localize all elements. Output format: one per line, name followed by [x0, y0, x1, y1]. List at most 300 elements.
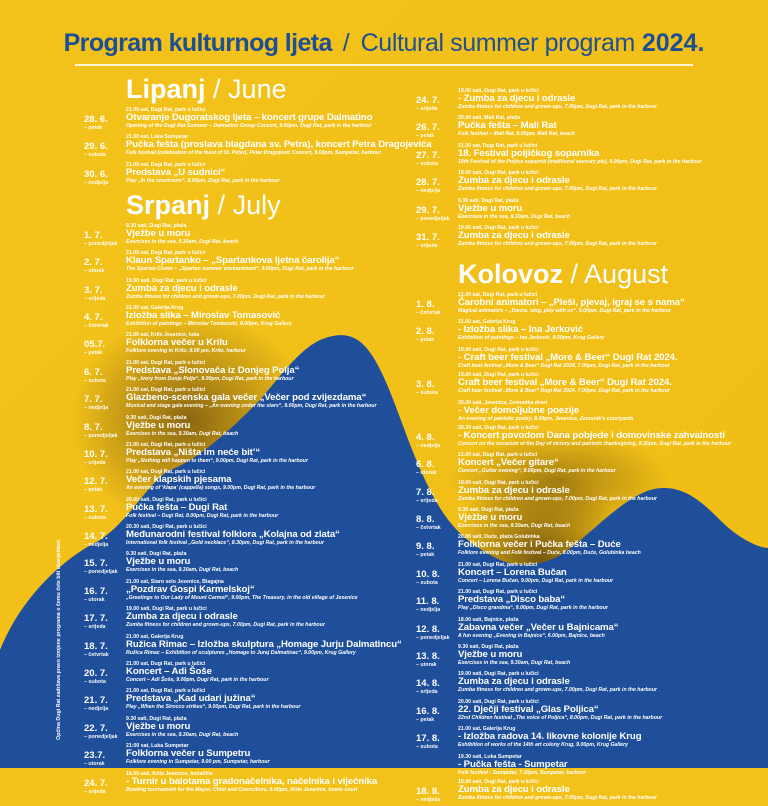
- event-date-block: [84, 634, 126, 658]
- event-details: [458, 507, 746, 531]
- event-weekday: – subota: [416, 744, 438, 751]
- event-date-block: [84, 497, 126, 521]
- event-date-block: [84, 524, 126, 548]
- event-details: [458, 726, 746, 750]
- event-date-block: [84, 688, 126, 712]
- event-date: 2. 8.: [416, 326, 435, 338]
- event-date: 17. 8.: [416, 733, 440, 745]
- month-name-hr: Kolovoz: [458, 258, 563, 289]
- header-divider: [75, 64, 693, 66]
- event-weekday: – petak: [416, 337, 435, 344]
- event-date-block: [416, 589, 458, 613]
- event-details: [126, 442, 404, 466]
- event-details: [126, 278, 404, 302]
- event-details: [126, 688, 404, 712]
- event-weekday: – petak: [84, 125, 103, 131]
- event-date: 22. 7.: [84, 722, 108, 734]
- event-title: Predstava „Disco baba“: [458, 594, 566, 606]
- event-details: [126, 716, 404, 740]
- event-item: [416, 671, 746, 695]
- event-time-location: 21.00 sat, Dugi Rat, park u lučici: [458, 561, 538, 568]
- event-time-location: 19.00 sati, Dugi Rat, park u lučici: [458, 224, 539, 231]
- event-time-location: 21.00 sat, Galerija Krug: [458, 319, 516, 326]
- event-title: Predstava „Ništa im neće bit’“: [126, 446, 261, 458]
- event-details: [126, 606, 404, 630]
- event-details: [126, 387, 404, 411]
- event-item: [84, 162, 404, 186]
- event-date-block: [84, 134, 126, 158]
- event-weekday: – četvrtak: [416, 309, 441, 316]
- event-english-description: A fun evening „Evening in Bajnice“, 6.00pm, Bajnice, beach: [458, 632, 605, 639]
- event-item: [84, 524, 404, 548]
- event-weekday: – četvrtak: [84, 651, 109, 658]
- event-weekday: – petak: [416, 133, 435, 140]
- event-time-location: 19.00 sati, Dugi Rat, park u lučici: [458, 479, 539, 486]
- event-details: [458, 170, 746, 194]
- event-details: [458, 589, 746, 613]
- event-details: [458, 319, 746, 343]
- event-weekday: – nedjelja: [84, 179, 109, 186]
- event-weekday: – utorak: [84, 596, 105, 603]
- event-weekday: – nedjelja: [416, 796, 441, 803]
- event-item: [416, 88, 746, 112]
- event-details: [458, 292, 746, 316]
- event-time-location: 20.00 sati, Jesenica, Zemunika dvori: [458, 399, 548, 406]
- event-time-location: 9.30 sati, Dugi Rat, plaža: [458, 644, 519, 651]
- event-time-location: 19.00 sati, Dugi Rat, park u lučici: [126, 277, 207, 284]
- event-item: [84, 634, 404, 658]
- event-title: Zumba za djecu i odrasle: [458, 676, 570, 688]
- event-date: 6. 7.: [84, 366, 103, 378]
- event-date: 7. 7.: [84, 394, 103, 406]
- event-title: - Pučka fešta - Sumpetar: [458, 758, 568, 770]
- event-details: [458, 480, 746, 504]
- event-details: [126, 497, 404, 521]
- event-item: [416, 507, 746, 531]
- event-date-block: [416, 534, 458, 558]
- event-details: [458, 372, 746, 396]
- event-details: [458, 644, 746, 668]
- event-details: [458, 198, 746, 222]
- event-date-block: [416, 170, 458, 194]
- event-weekday: – nedjelja: [84, 405, 109, 412]
- event-details: [126, 305, 404, 329]
- event-time-location: 21.00 sat, Dugi Rat, park u lučici: [126, 107, 206, 113]
- event-details: [458, 88, 746, 112]
- event-date-block: [84, 743, 126, 767]
- event-details: [458, 115, 746, 139]
- event-english-description: Folk festival (celebration of the feast of St. Peter), Petar Dragojević Concert, 9.00pm, Sumpetar, harbour: [126, 150, 382, 157]
- event-item: [84, 223, 404, 247]
- event-item: [416, 452, 746, 476]
- event-english-description: The Spartan Clown – „Spartan summer enchantment“, 9.00pm, Dugi Rat, park in the harbour: [126, 266, 354, 273]
- event-date-block: [416, 617, 458, 641]
- event-weekday: – srijeda: [84, 788, 106, 795]
- event-title: Koncert – Adi Šoše: [126, 666, 212, 678]
- event-item: [416, 644, 746, 668]
- event-date-block: [84, 162, 126, 186]
- event-weekday: – ponedjeljak: [84, 733, 118, 740]
- event-english-description: Exercises in the sea, 9.30am, Dugi Rat, beach: [126, 567, 239, 574]
- event-title: Pučka fešta – Mali Rat: [458, 120, 557, 132]
- event-details: [458, 452, 746, 476]
- event-details: [458, 779, 746, 803]
- event-item: [416, 170, 746, 194]
- event-item: [84, 415, 404, 439]
- event-time-location: 9.30 sati, Dugi Rat, plaža: [126, 715, 187, 722]
- event-date: 24. 7.: [84, 777, 108, 789]
- event-item: [84, 387, 404, 411]
- disclaimer-note: Općina Dugi Rat zadržava pravo izmjene programa o čemu ćete biti obavješteni.: [56, 538, 62, 740]
- event-date-block: [84, 360, 126, 384]
- event-time-location: 19.00 sati, Dugi Rat, park u lučici: [458, 372, 539, 379]
- event-date-block: [416, 480, 458, 504]
- event-item: [84, 579, 404, 603]
- event-date: 26. 7.: [416, 122, 440, 134]
- event-weekday: – petak: [84, 487, 103, 494]
- event-english-description: Folklore evening in Sumpetar, 9.00 pm, Sumpetar, harbour: [126, 759, 270, 766]
- event-english-description: Zumba fitness for children and grown-ups, 7.00pm, Dugi Rat, park in the harbour: [458, 794, 657, 801]
- schedule-right-column: [416, 88, 746, 806]
- event-date: 13. 7.: [84, 503, 108, 515]
- event-time-location: 19.00 sati, Dugi Rat, park u lučici: [126, 606, 207, 613]
- event-time-location: 19.00 sati, Dugi Rat, park u lučici: [458, 170, 539, 177]
- event-time-location: 21.00 sat, Staro selo Jesenice, Blagajna: [126, 578, 224, 585]
- event-title: Ružica Rimac – Izložba skulptura „Homage Jurju Dalmatincu“: [126, 638, 402, 650]
- event-date-block: [84, 107, 126, 131]
- event-date: 1. 7.: [84, 229, 103, 241]
- event-title: Vježbe u moru: [458, 202, 523, 214]
- month-heading-june: [126, 74, 404, 104]
- event-details: [126, 524, 404, 548]
- event-item: [416, 726, 746, 750]
- event-weekday: – nedjelja: [84, 706, 109, 713]
- event-english-description: 18th Festival of the Poljica soparnik (traditional savoury pie), 9.00pm, Dugi Rat, park in the harbour: [458, 158, 702, 165]
- month-separator: /: [217, 189, 226, 220]
- event-title: Vježbe u moru: [458, 649, 523, 661]
- event-item: [416, 425, 746, 449]
- event-english-description: Musical and stage gala evening – „An evening under the stars“, 9.00pm, Dugi Rat, park in the harbour: [126, 403, 377, 410]
- event-title: Večer klapskih pjesama: [126, 474, 232, 486]
- event-date: 11. 8.: [416, 596, 440, 608]
- august-event-list: [416, 292, 746, 803]
- event-english-description: Zumba fitness for children and grown-ups, 7.00pm, Dugi Rat, park in the harbour: [458, 687, 657, 694]
- event-date-block: [416, 292, 458, 316]
- event-item: [84, 606, 404, 630]
- event-title: Zabavna večer „Večer u Bajnicama“: [458, 621, 619, 633]
- event-date: 17. 7.: [84, 613, 108, 625]
- event-date: 21. 7.: [84, 695, 108, 707]
- event-item: [416, 562, 746, 586]
- event-weekday: – subota: [416, 160, 438, 167]
- event-time-location: 21.00 sat, Galerija Krug: [458, 726, 516, 733]
- event-date: 14. 7.: [84, 531, 108, 543]
- event-date-block: [416, 198, 458, 222]
- event-time-location: 21.00 sat, Dugi Rat, park u lučici: [126, 387, 206, 394]
- event-time-location: 9.30 sati, Dugi Rat, plaža: [126, 222, 187, 229]
- event-english-description: Play „Disco grandma“, 9.00pm, Dugi Rat, park in the harbour: [458, 605, 608, 612]
- event-item: [84, 551, 404, 575]
- event-weekday: – ponedjeljak: [416, 634, 450, 641]
- event-time-location: 9.30 sati, Dugi Rat, plaža: [458, 197, 519, 204]
- event-item: [84, 469, 404, 493]
- event-time-location: 21.00 sat, Dugi Rat, park u lučici: [126, 161, 206, 168]
- event-date-block: [84, 716, 126, 740]
- event-details: [458, 347, 746, 369]
- event-time-location: 20.00 sati, Dugi Rat, park u lučici: [126, 496, 207, 503]
- event-time-location: 19.00 sati, Dugi Rat, park u lučici: [458, 671, 539, 678]
- month-name-hr: Lipanj: [126, 74, 206, 104]
- event-title: Folklorna večer u Sumpetru: [126, 748, 251, 760]
- event-date: 6. 8.: [416, 459, 435, 471]
- event-item: [416, 347, 746, 369]
- event-date: 8. 8.: [416, 514, 435, 526]
- event-weekday: – petak: [416, 552, 435, 559]
- event-english-description: Play „Nothing will happen to them“, 9.00pm, Dugi Rat, park in the harbour: [126, 457, 308, 464]
- event-weekday: – utorak: [416, 662, 437, 669]
- event-english-description: Zumba fitness for children and grown-ups, 7.00pm, Dugi Rat, park in the harbour: [126, 622, 325, 629]
- event-time-location: 21.00 sat, Dugi Rat, park u lučici: [458, 142, 538, 149]
- event-english-description: Exercises in the sea, 9.30am, Dugi Rat, beach: [126, 731, 239, 738]
- event-details: [126, 771, 404, 795]
- event-date: 7. 8.: [416, 486, 435, 498]
- event-item: [416, 400, 746, 422]
- event-item: [84, 360, 404, 384]
- month-name-hr: Srpanj: [126, 189, 211, 220]
- event-time-location: 21.00 sat, Dugi Rat, park u lučici: [126, 469, 206, 476]
- event-time-location: 9.30 sati, Dugi Rat, plaža: [126, 551, 187, 558]
- event-details: [126, 469, 404, 493]
- event-time-location: 21.00 sat, Dugi Rat, park u lučici: [458, 452, 538, 459]
- event-date: 4. 7.: [84, 311, 103, 323]
- event-english-description: International folk festival „Gold necklace“, 8.30pm, Dugi Rat, park in the harbour: [126, 540, 325, 547]
- event-date-block: [84, 415, 126, 439]
- event-english-description: Folklore evening and Folk festival – Duće, 8.00pm, Duće, Golubinka beach: [458, 550, 641, 557]
- event-english-description: Play „Ivory from Donje Polje“, 9.00pm, Dugi Rat, park in the harbour: [126, 375, 294, 382]
- event-title: Folklorna večer i Pučka fešta – Duće: [458, 539, 621, 551]
- event-english-description: 22nd Children festival „The voice of Poljica“, 8.00pm, Dugi Rat, park in the harbour: [458, 714, 663, 721]
- event-english-description: Exercises in the sea, 9.30am, Dugi Rat, beach: [458, 213, 571, 220]
- event-english-description: Folklore evening in Krilo, 9.00 pm, Krilo, harbour: [126, 348, 246, 355]
- event-item: [416, 480, 746, 504]
- event-item: [416, 198, 746, 222]
- event-date: 1. 8.: [416, 298, 435, 310]
- event-weekday: – ponedjeljak: [84, 240, 118, 247]
- event-date: 3. 7.: [84, 284, 103, 296]
- month-heading-august: [458, 259, 746, 289]
- event-time-location: 18.00 sati, Bajnice, plaža: [458, 616, 519, 623]
- event-item: [416, 225, 746, 249]
- title-year: 2024.: [641, 29, 705, 57]
- event-title: Predstava „U sudnici“: [126, 166, 226, 178]
- event-time-location: 9.30 sati, Dugi Rat, plaža: [458, 507, 519, 514]
- event-weekday: – ponedjeljak: [84, 569, 118, 576]
- page-header: [0, 28, 768, 58]
- event-date: 3. 8.: [416, 379, 435, 391]
- event-date: 23.7.: [84, 750, 106, 762]
- event-details: [458, 225, 746, 249]
- event-english-description: Opening of the Dugi Rat Summer – Dalmatino Group Concert, 9.00pm, Dugi Rat, park in the harbour: [126, 123, 372, 129]
- event-english-description: Magical animators – „Dance, sing, play with us“, 9.00pm, Dugi Rat, park in the harbour: [458, 307, 672, 314]
- event-date-block: [84, 579, 126, 603]
- event-details: [458, 400, 746, 422]
- month-heading-july: [126, 190, 404, 220]
- event-date: 27. 7.: [416, 149, 440, 161]
- event-title: Vježbe u moru: [126, 227, 191, 239]
- july-event-list: [84, 223, 404, 795]
- event-title: - Izložba slika – Ina Jerković: [458, 324, 583, 336]
- event-time-location: 21.00 sat, Galerija Krug: [126, 633, 184, 640]
- event-item: [416, 143, 746, 167]
- event-item: [416, 699, 746, 723]
- event-time-location: 20.00 sati, Dugi Rat, park u lučici: [458, 698, 539, 705]
- event-title: Čarobni animatori – „Pleši, pjevaj, igraj se s nama“: [458, 296, 685, 308]
- event-date-block: [84, 387, 126, 411]
- event-time-location: 21.00 sat, Krilo Jesenice, luka: [126, 332, 200, 339]
- month-separator: /: [570, 258, 579, 289]
- event-time-location: 19.30 sati, Luka Sumpetar: [458, 753, 522, 760]
- event-english-description: Craft beer festival „More & Beer“ Dugi Rat 2024, 7.00pm, Dugi Rat, park in the harbour: [458, 362, 670, 369]
- title-english: Cultural summer program: [360, 29, 635, 57]
- event-date: 12. 7.: [84, 476, 108, 488]
- event-item: [84, 442, 404, 466]
- event-english-description: Concert – Adi Šoše, 9.00pm, Dugi Rat, park in the harbour: [126, 677, 269, 684]
- event-date: 15. 7.: [84, 558, 108, 570]
- event-english-description: Folk festival – Mali Rat, 8.00pm, Mali Rat, beach: [458, 131, 576, 138]
- event-weekday: – subota: [84, 377, 106, 384]
- event-details: [126, 250, 404, 274]
- event-date-block: [84, 771, 126, 795]
- event-title: Izložba slika – Miroslav Tomasović: [126, 309, 281, 321]
- event-item: [416, 779, 746, 803]
- event-weekday: – srijeda: [416, 242, 438, 249]
- event-details: [458, 534, 746, 558]
- event-details: [126, 107, 404, 131]
- event-title: Predstava „Slonovača iz Donjeg Polja“: [126, 364, 300, 376]
- month-name-en: August: [584, 258, 669, 289]
- event-title: - Craft beer festival „More & Beer“ Dugi Rat 2024.: [458, 351, 678, 363]
- event-english-description: Craft beer festival „More & Beer“ Dugi Rat 2024, 7.00pm, Dugi Rat, park in the harbour: [458, 388, 670, 395]
- event-date: 24. 7.: [416, 95, 440, 106]
- event-english-description: Zumba fitness for children and grown-ups, 7.00pm, Dugi Rat, park in the harbour: [458, 495, 657, 502]
- event-time-location: 19.00 sati, Dugi Rat, park u lučici: [458, 778, 539, 785]
- event-details: [126, 551, 404, 575]
- event-item: [84, 661, 404, 685]
- event-date: 29. 6.: [84, 141, 108, 153]
- event-english-description: Exhibition of paintings – Miroslav Tomasović, 9.00pm, Krug Gallery: [126, 320, 292, 327]
- event-item: [84, 107, 404, 131]
- event-item: [84, 688, 404, 712]
- event-weekday: – nedjelja: [84, 542, 109, 549]
- event-item: [416, 754, 746, 776]
- event-time-location: 21.00 sat, Luka Sumpetar: [126, 134, 189, 141]
- event-date: 2. 7.: [84, 257, 103, 269]
- event-date: 10. 7.: [84, 448, 108, 460]
- event-time-location: 18.00 sati, Krilo Jesenice, boćalište: [126, 770, 213, 777]
- event-time-location: 20.00 sati, Mali Rat, plaža: [458, 115, 520, 122]
- event-date-block: [84, 442, 126, 466]
- month-name-en: June: [228, 74, 287, 104]
- event-date-block: [84, 223, 126, 247]
- july-event-list-continued: [416, 88, 746, 249]
- event-details: [126, 360, 404, 384]
- title-croatian: Program kulturnog ljeta: [63, 29, 332, 57]
- event-date: 05.7.: [84, 339, 106, 351]
- event-date: 29. 7.: [416, 204, 440, 216]
- event-title: Folklorna večer u Krilu: [126, 337, 228, 349]
- event-english-description: Exercises in the sea, 9.30am, Dugi Rat, beach: [458, 660, 571, 667]
- event-date: 28. 6.: [84, 114, 108, 125]
- event-english-description: Exercises in the sea, 9.30am, Dugi Rat, beach: [126, 430, 239, 437]
- event-title: Otvaranje Dugoratskog ljeta – koncert grupe Dalmatino: [126, 112, 373, 123]
- event-details: [126, 332, 404, 356]
- event-date-block: [84, 332, 126, 356]
- event-english-description: Ružica Rimac – Exhibition of sculptures „Homage to Juraj Dalmatinac“, 9.00pm, Krug Gallery: [126, 649, 356, 656]
- event-details: [126, 415, 404, 439]
- event-item: [84, 332, 404, 356]
- event-date-block: [416, 88, 458, 112]
- event-date: 12. 8.: [416, 623, 440, 635]
- event-weekday: – subota: [84, 514, 106, 521]
- event-item: [416, 589, 746, 613]
- event-weekday: – srijeda: [84, 624, 106, 631]
- event-english-description: Zumba fitness for children and grown-ups, 7.00pm, Dugi Rat, park in the harbour: [458, 240, 657, 247]
- event-details: [126, 661, 404, 685]
- event-english-description: Play „In the courtroom“, 9.00pm, Dugi Rat, park in the harbour: [126, 177, 280, 184]
- event-title: Vježbe u moru: [458, 512, 523, 524]
- event-time-location: 9.30 sati, Dugi Rat, plaža: [126, 414, 187, 421]
- event-english-description: Exercises in the sea, 9.30am, Dugi Rat, beach: [126, 238, 239, 245]
- event-english-description: Bowling tournament for the Mayor, Chief and Councillors, 6.00pm, Krilo Jesenice, bowls court: [126, 786, 358, 793]
- event-title: Zumba za djecu i odrasle: [126, 282, 238, 294]
- event-date-block: [84, 606, 126, 630]
- event-date-block: [416, 115, 458, 139]
- event-english-description: Zumba fitness for children and grown-ups, 7.00pm, Dugi Rat, park in the harbour: [458, 186, 657, 193]
- event-time-location: 20.00 sati, Duće, plaža Golubinka: [458, 534, 540, 541]
- month-name-en: July: [232, 189, 281, 220]
- event-item: [84, 716, 404, 740]
- event-weekday: – petak: [416, 716, 435, 723]
- event-weekday: – utorak: [416, 470, 437, 477]
- event-weekday: – četvrtak: [416, 525, 441, 532]
- event-details: [458, 671, 746, 695]
- event-date-block: [416, 143, 458, 167]
- event-date-block: [84, 551, 126, 575]
- event-time-location: 19.00 sati, Dugi Rat, park u lučici: [458, 88, 539, 94]
- event-title: Zumba za djecu i odrasle: [458, 229, 570, 241]
- event-time-location: 21.00 sat, Dugi Rat, park u lučici: [458, 291, 538, 298]
- event-time-location: 20.30 sati, Dugi Rat, park u lučici: [458, 424, 539, 431]
- event-title: Međunarodni festival folklora „Kolajna od zlata“: [126, 529, 340, 541]
- event-details: [126, 743, 404, 767]
- event-date-block: [84, 661, 126, 685]
- event-title: Zumba za djecu i odrasle: [458, 175, 570, 187]
- event-title: - Večer domoljubne poezije: [458, 404, 580, 416]
- event-title: - Koncert povodom Dana pobjede i domovinske zahvalnosti: [458, 429, 725, 441]
- event-time-location: 21.00 sat, Dugi Rat, park u lučici: [126, 661, 206, 668]
- event-english-description: Exhibition of works of the 14th art colony Krug, 9.00pm, Krug Gallery: [458, 742, 629, 749]
- event-english-description: An evening of patriotic poetry, 8.00pm, Jesenice, Zemunik’s courtyards: [458, 415, 634, 422]
- event-weekday: – srijeda: [416, 497, 438, 504]
- event-weekday: – nedjelja: [416, 607, 441, 614]
- event-time-location: 21.00 sat, Dugi Rat, park u lučici: [126, 250, 206, 257]
- event-time-location: 20.30 sati, Dugi Rat, park u lučici: [126, 524, 207, 531]
- event-english-description: Folk festival – Dugi Rat, 8.00pm, Dugi Rat, park in the harbour: [126, 512, 279, 519]
- month-separator: /: [213, 74, 221, 104]
- event-item: [84, 305, 404, 329]
- event-time-location: 21:00 sat, Luka Sumpetar: [126, 743, 189, 750]
- event-weekday: – utorak: [84, 761, 105, 768]
